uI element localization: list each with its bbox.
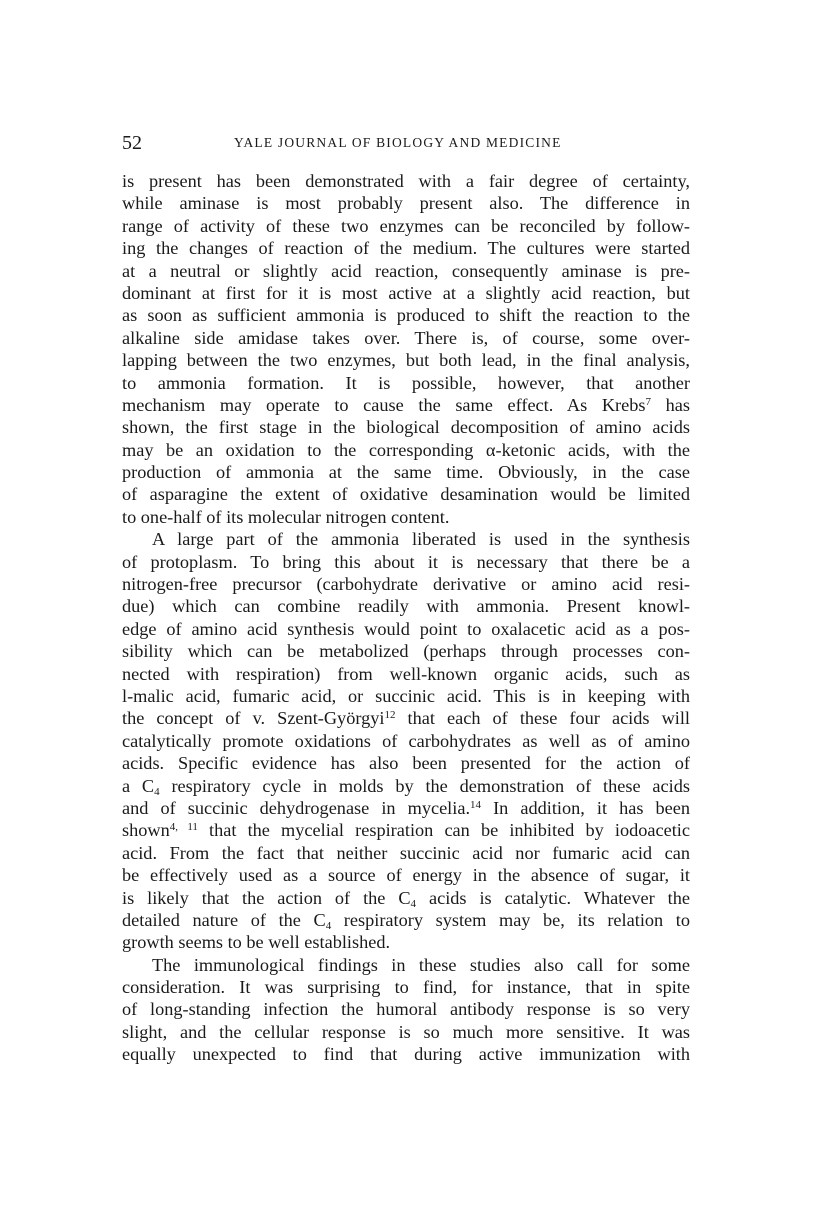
text-line: slight, and the cellular response is so much more sensitive. It was: [122, 1021, 690, 1042]
text-line: lapping between the two enzymes, but both lead, in the final analysis,: [122, 350, 690, 371]
citation-ref: 7: [645, 395, 652, 408]
text-line: [122, 797, 690, 819]
text-line: dominant at first for it is most active at a slightly acid reaction, but: [122, 282, 690, 303]
text-fragment: is likely that the action of the C: [122, 887, 411, 908]
text-line: is present has been demonstrated with a fair degree of certainty,: [122, 171, 690, 191]
text-line: nitrogen-free precursor (carbohydrate derivative or amino acid resi-: [122, 574, 690, 595]
text-fragment: respiratory cycle in molds by the demonstration of these acids: [159, 775, 690, 796]
subscript: 4: [410, 897, 417, 910]
text-line: be effectively used as a source of energy in the absence of sugar, it: [122, 865, 690, 886]
citation-ref: 4, 11: [169, 821, 198, 834]
text-line: while aminase is most probably present also. The difference in: [122, 193, 690, 214]
text-line: as soon as sufficient ammonia is produced to shift the reaction to the: [122, 305, 690, 326]
text-line: range of activity of these two enzymes can be reconciled by follow-: [122, 215, 690, 236]
text-line: [122, 819, 690, 841]
text-line: A large part of the ammonia liberated is used in the synthesis: [152, 529, 690, 550]
text-line: catalytically promote oxidations of carbohydrates as well as of amino: [122, 730, 690, 751]
text-line: to one-half of its molecular nitrogen content.: [122, 506, 450, 527]
citation-ref: 14: [470, 798, 482, 811]
text-line: acid. From the fact that neither succinic acid nor fumaric acid can: [122, 842, 690, 863]
text-fragment: and of succinic dehydrogenase in mycelia.: [122, 797, 471, 818]
text-line: of asparagine the extent of oxidative desamination would be limited: [122, 484, 690, 505]
page-number: 52: [122, 132, 142, 154]
text-line: of long-standing infection the humoral antibody response is so very: [122, 999, 690, 1020]
text-line: may be an oxidation to the corresponding α-ketonic acids, with the: [122, 439, 690, 460]
text-line: ing the changes of reaction of the medium. The cultures were started: [122, 238, 690, 259]
subscript: 4: [325, 919, 332, 932]
text-line: [122, 775, 690, 797]
text-line: sibility which can be metabolized (perhaps through processes con-: [122, 641, 690, 662]
text-line: The immunological findings in these studies also call for some: [152, 954, 690, 975]
text-fragment: that each of these four acids will: [395, 708, 691, 729]
text-fragment: respiratory system may be, its relation to: [331, 909, 690, 930]
running-head: YALE JOURNAL OF BIOLOGY AND MEDICINE: [234, 135, 562, 150]
text-line: at a neutral or slightly acid reaction, consequently aminase is pre-: [122, 260, 690, 281]
text-line: equally unexpected to find that during active immunization with: [122, 1044, 690, 1065]
text-fragment: the concept of v. Szent-Györgyi: [122, 708, 385, 729]
text-line: due) which can combine readily with ammonia. Present knowl-: [122, 596, 690, 617]
body-text: [122, 170, 690, 1066]
text-line: [122, 707, 690, 729]
text-fragment: shown: [122, 820, 170, 841]
text-line: consideration. It was surprising to find, for instance, that in spite: [122, 977, 690, 998]
text-fragment: has: [651, 394, 690, 415]
text-line: acids. Specific evidence has also been presented for the action of: [122, 753, 690, 774]
text-line: [122, 887, 690, 909]
text-line: shown, the first stage in the biological decomposition of amino acids: [122, 417, 690, 438]
text-line: [122, 909, 690, 931]
text-line: [122, 394, 690, 416]
citation-ref: 12: [384, 709, 396, 722]
text-line: nected with respiration) from well-known organic acids, such as: [122, 663, 690, 684]
text-line: edge of amino acid synthesis would point to oxalacetic acid as a pos-: [122, 618, 690, 639]
text-line: to ammonia formation. It is possible, however, that another: [122, 372, 690, 393]
page-header: [122, 128, 688, 158]
subscript: 4: [154, 785, 160, 798]
text-fragment: mechanism may operate to cause the same effect. As Krebs: [122, 394, 646, 415]
text-fragment: a C: [122, 775, 155, 796]
text-line: l-malic acid, fumaric acid, or succinic acid. This is in keeping with: [122, 685, 690, 706]
text-line: of protoplasm. To bring this about it is necessary that there be a: [122, 551, 690, 572]
text-fragment: that the mycelial respiration can be inhibited by iodoacetic: [197, 820, 690, 841]
text-fragment: acids is catalytic. Whatever the: [416, 887, 691, 908]
text-line: production of ammonia at the same time. Obviously, in the case: [122, 462, 690, 483]
text-fragment: In addition, it has been: [481, 797, 690, 818]
text-fragment: detailed nature of the C: [122, 909, 326, 930]
text-line: growth seems to be well established.: [122, 932, 391, 953]
text-line: alkaline side amidase takes over. There is, of course, some over-: [122, 327, 690, 348]
